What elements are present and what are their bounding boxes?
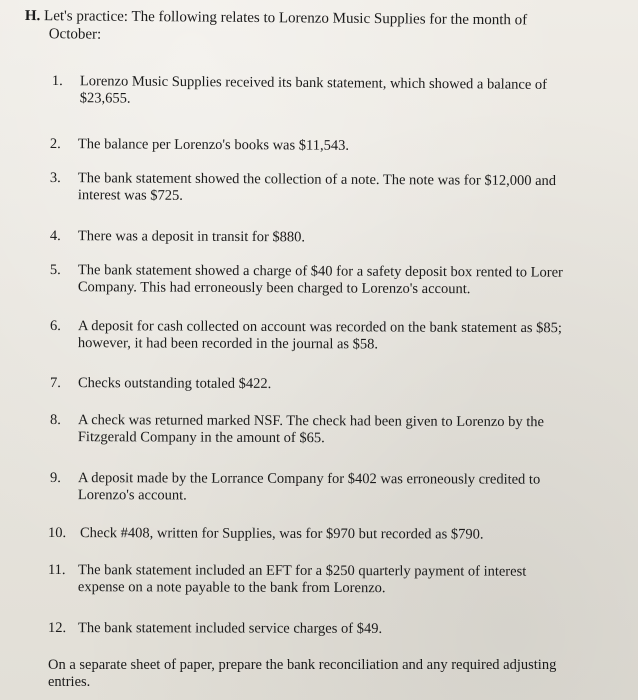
item-text-line1: Check #408, written for Supplies, was for $970 but recorded as $790. <box>79 525 484 543</box>
item-number: 5. <box>49 262 61 279</box>
list-item-3 <box>50 170 630 208</box>
item-text-line2: however, it had been recorded in the journal as $58. <box>77 335 379 353</box>
item-number: 7. <box>49 375 61 392</box>
exercise-label: H. <box>24 7 41 25</box>
item-number: 10. <box>47 525 67 542</box>
list-item-5 <box>50 262 630 299</box>
item-text-line1: A check was returned marked NSF. The check had been given to Lorenzo by the <box>77 412 545 431</box>
list-item-8 <box>50 412 630 449</box>
exercise-header <box>25 7 625 48</box>
item-text-line2: interest was $725. <box>77 187 184 204</box>
item-number: 4. <box>49 228 61 245</box>
item-number: 2. <box>49 136 61 153</box>
list-item-1 <box>52 73 632 112</box>
item-text-line1: The bank statement showed a charge of $40 for a safety deposit box rented to Lorer <box>77 262 563 281</box>
item-text-line2: $23,655. <box>79 90 131 107</box>
list-item-10 <box>48 525 628 544</box>
item-text-line2: Company. This had erroneously been charged to Lorenzo's account. <box>77 279 471 298</box>
item-text-line1: A deposit made by the Lorrance Company for $402 was erroneously credited to <box>77 470 541 488</box>
exercise-intro-line2: October: <box>48 26 102 43</box>
item-number: 8. <box>49 412 61 429</box>
list-item-7 <box>50 375 630 395</box>
item-text-line1: A deposit for cash collected on account was recorded on the bank statement as $85; <box>77 318 562 337</box>
item-text-line2: Fitzgerald Company in the amount of $65. <box>77 429 325 447</box>
list-item-4 <box>50 228 630 248</box>
closing-line2: entries. <box>48 674 91 690</box>
closing-instruction <box>48 657 638 691</box>
item-number: 12. <box>47 620 67 637</box>
item-text-line2: Lorenzo's account. <box>77 487 187 504</box>
item-text-line1: There was a deposit in transit for $880. <box>77 228 306 246</box>
item-number: 1. <box>51 73 63 90</box>
item-number: 3. <box>49 170 61 187</box>
item-text-line1: The bank statement showed the collection of a note. The note was for $12,000 and <box>77 170 557 190</box>
item-text-line1: The bank statement included service charges of $49. <box>77 620 383 637</box>
item-number: 9. <box>49 470 61 487</box>
list-item-2 <box>50 136 630 157</box>
item-text-line1: Checks outstanding totaled $422. <box>77 375 272 392</box>
list-item-9 <box>50 470 630 506</box>
item-text-line1: The balance per Lorenzo's books was $11,543. <box>77 136 350 154</box>
list-item-11 <box>48 562 628 598</box>
closing-line1: On a separate sheet of paper, prepare the bank reconciliation and any required adjusting <box>48 657 557 673</box>
item-number: 6. <box>49 318 61 335</box>
item-text-line1: Lorenzo Music Supplies received its bank statement, which showed a balance of <box>79 73 548 93</box>
list-item-12 <box>48 620 628 639</box>
item-text-line1: The bank statement included an EFT for a $250 quarterly payment of interest <box>77 562 527 580</box>
item-text-line2: expense on a note payable to the bank from Lorenzo. <box>77 579 386 597</box>
exercise-intro-line1: Let's practice: The following relates to Lorenzo Music Supplies for the month of <box>44 8 528 29</box>
list-item-6 <box>50 318 630 355</box>
item-number: 11. <box>47 562 66 579</box>
